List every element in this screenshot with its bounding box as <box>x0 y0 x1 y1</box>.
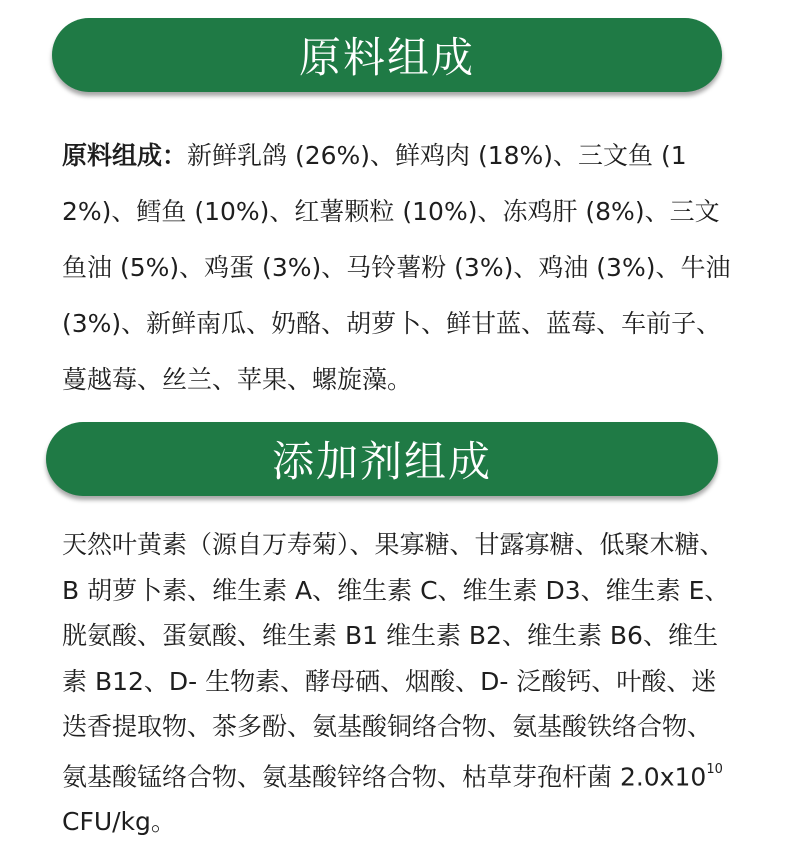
raw-materials-list: 新鲜乳鸽 (26%)、鲜鸡肉 (18%)、三文鱼 (12%)、鳕鱼 (10%)、红薯颗粒 (10%)、冻鸡肝 (8%)、三文鱼油 (5%)、鸡蛋 (3%)、马铃薯粉 (3%)、鸡油 (3%)、牛油 (3%)、新鲜南瓜、奶酪、胡萝卜、鲜甘蓝、蓝莓、车前子、蔓越莓、丝兰、苹果、螺旋藻。 <box>62 141 731 394</box>
raw-materials-paragraph <box>62 128 734 408</box>
additives-heading <box>46 422 718 496</box>
additives-heading-text: 添加剂组成 <box>271 437 492 486</box>
raw-materials-heading <box>52 18 722 92</box>
additives-list: 天然叶黄素（源自万寿菊）、果寡糖、甘露寡糖、低聚木糖、B 胡萝卜素、维生素 A、维生素 C、维生素 D3、维生素 E、胱氨酸、蛋氨酸、维生素 B1 维生素 B2、维生素 B6、维生素 B12、D- 生物素、酵母硒、烟酸、D- 泛酸钙、叶酸、迷迭香提取物、茶多酚、氨基酸铜络合物、氨基酸铁络合物、氨基酸锰络合物、氨基酸锌络合物、枯草芽孢杆菌 2.0x10 <box>62 530 730 791</box>
raw-materials-heading-text: 原料组成 <box>298 33 475 82</box>
additives-paragraph <box>62 522 734 845</box>
raw-materials-label: 原料组成： <box>62 141 188 170</box>
exponent-superscript: 10 <box>706 761 723 777</box>
unit-text: CFU/kg。 <box>62 807 176 837</box>
